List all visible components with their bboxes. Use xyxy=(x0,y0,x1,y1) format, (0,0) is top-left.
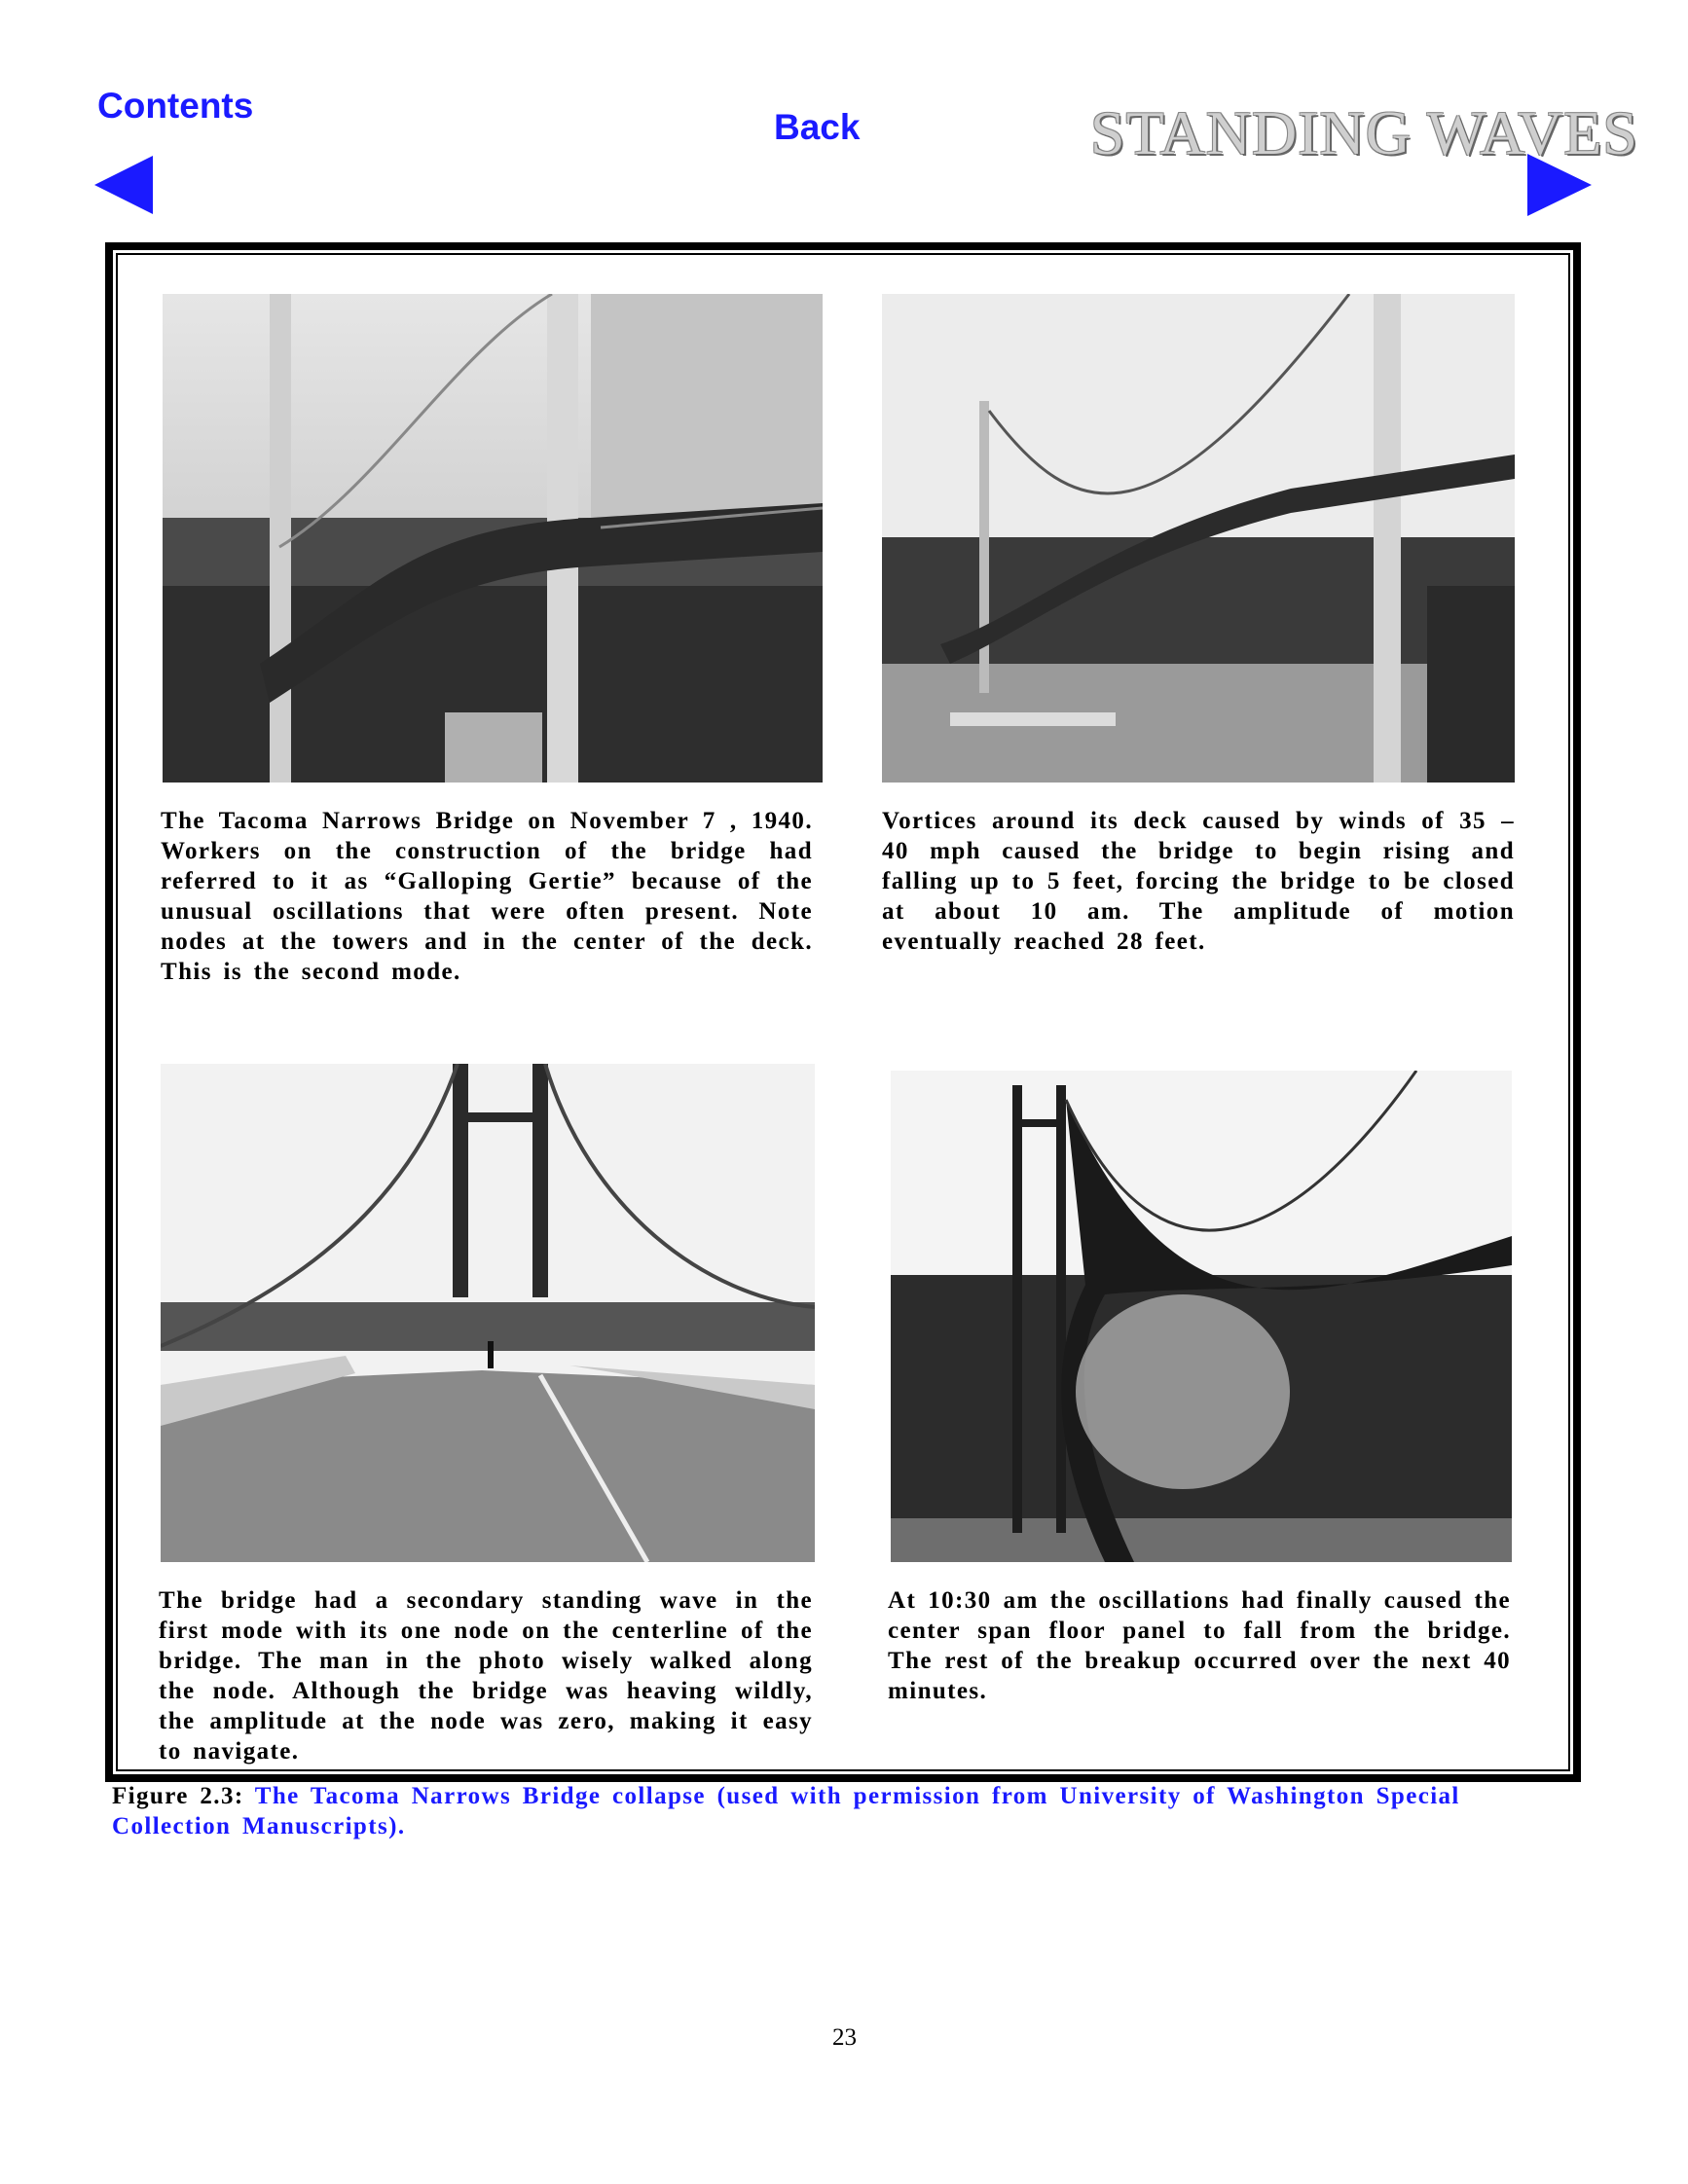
page-title: STANDING WAVES xyxy=(1090,98,1638,167)
back-link[interactable]: Back xyxy=(774,107,861,147)
photo-caption-2: Vortices around its deck caused by winds of 35 – 40 mph caused the bridge to begin rising and falling up to 5 feet, forcing the bridge to be closed at about 10 am. The amplitude of motion eventually reached 28 feet. xyxy=(882,808,1515,955)
bridge-photo-node-walker xyxy=(161,1064,815,1562)
page-number: 23 xyxy=(832,2024,857,2051)
photo-caption-1: The Tacoma Narrows Bridge on November 7 , 1940. Workers on the construction of the bridge had referred to it as “Galloping Gertie” because of the unusual oscillations that were often present. Note nodes at the towers and in the center of the deck. This is the second mode. xyxy=(161,808,813,985)
figure-label: Figure 2.3: xyxy=(112,1783,244,1809)
bridge-photo-second-mode xyxy=(163,294,823,783)
photo-caption-3: The bridge had a secondary standing wave in the first mode with its one node on the centerline of the bridge. The man in the photo wisely walked along the node. Although the bridge was heaving wildly, the amplitude at the node was zero, making it easy to navigate. xyxy=(159,1587,813,1765)
bridge-photo-vortices xyxy=(882,294,1515,783)
bridge-photo-collapse xyxy=(891,1071,1512,1562)
figure-frame xyxy=(105,242,1581,1782)
figure-text[interactable]: The Tacoma Narrows Bridge collapse (used with permission from University of Washington Special Collection Manuscripts). xyxy=(112,1783,1460,1839)
contents-link[interactable]: Contents xyxy=(97,86,254,126)
figure-caption xyxy=(112,1781,1543,1841)
left-arrow-icon[interactable] xyxy=(94,156,153,214)
photo-caption-4: At 10:30 am the oscillations had finally caused the center span floor panel to fall from the bridge. The rest of the breakup occurred over the next 40 minutes. xyxy=(888,1587,1511,1704)
